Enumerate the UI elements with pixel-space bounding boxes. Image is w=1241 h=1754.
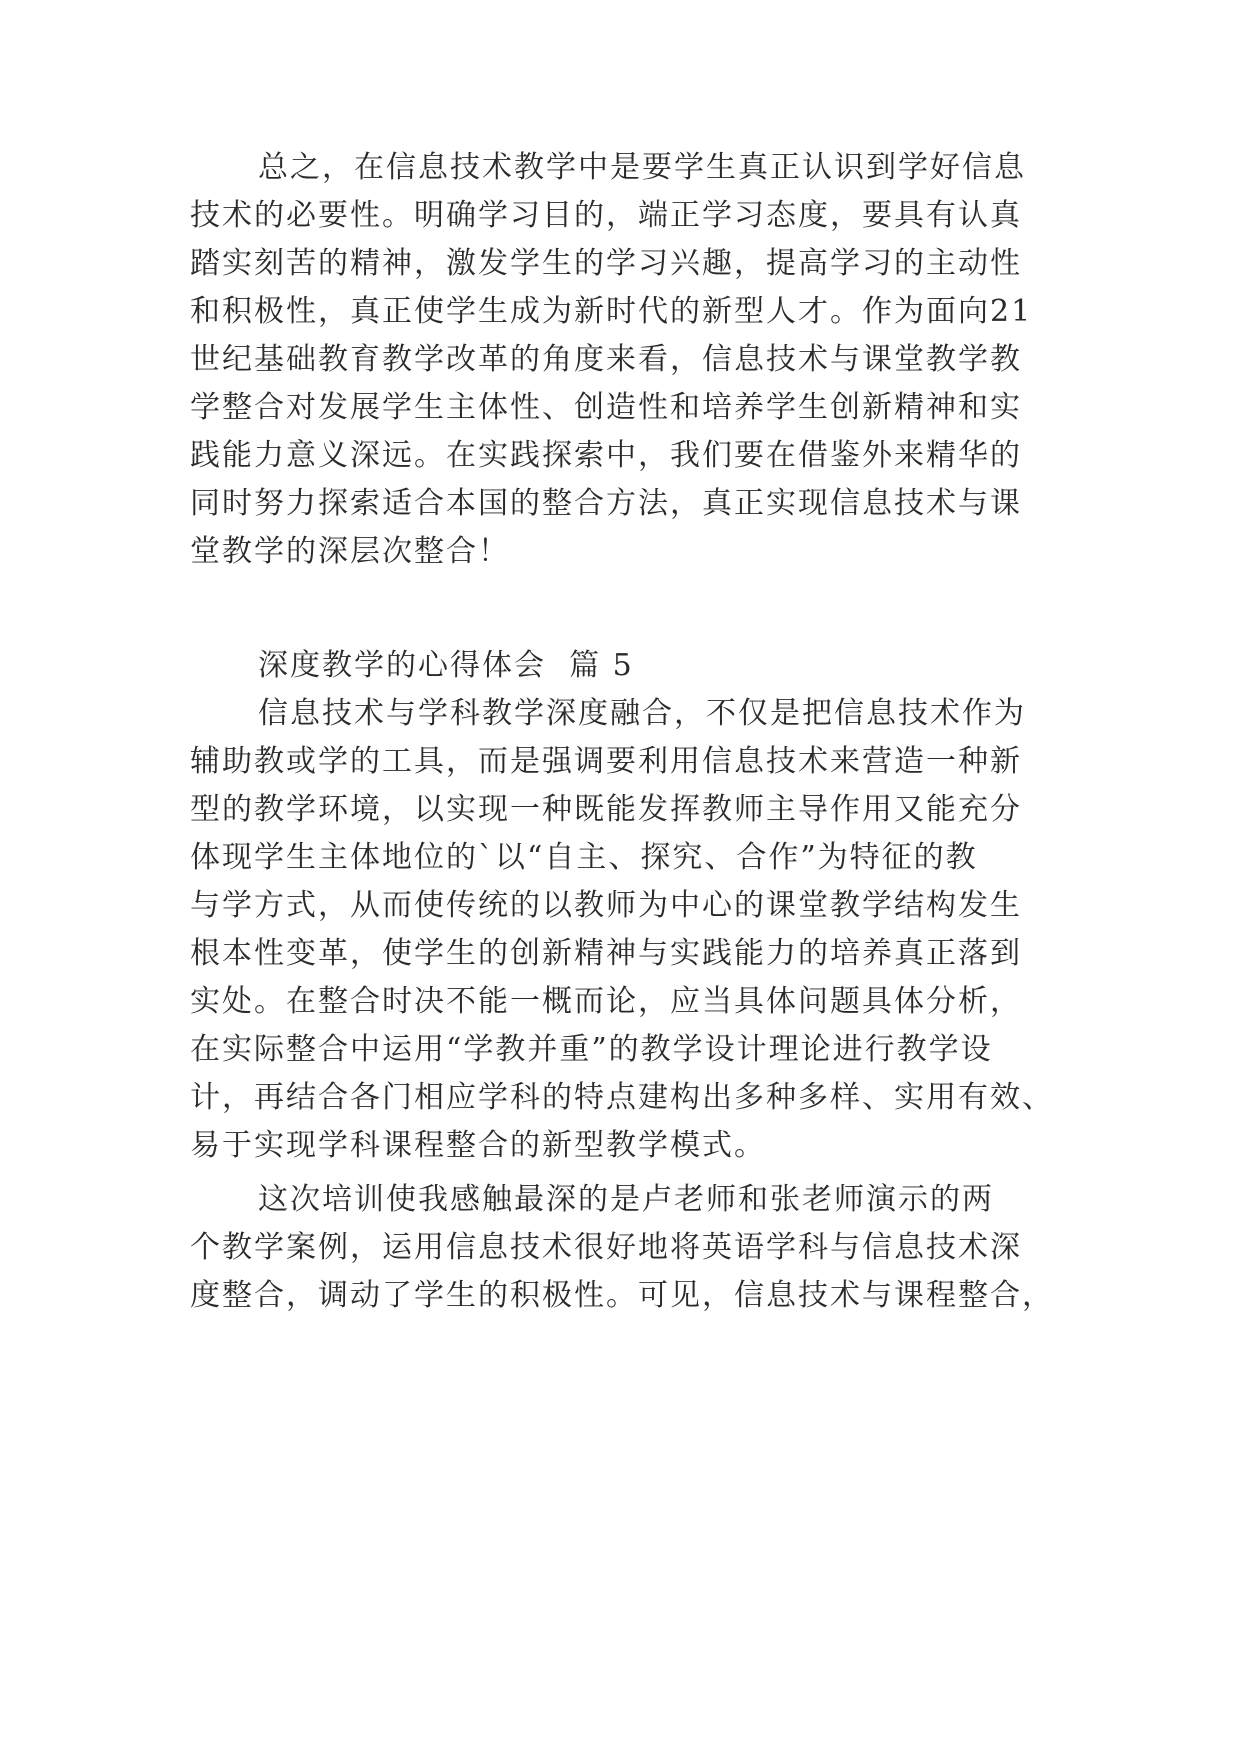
paragraph-line: 这次培训使我感触最深的是卢老师和张老师演示的两 (258, 1182, 994, 1217)
paragraph-line: 根本性变革，使学生的创新精神与实践能力的培养真正落到 (190, 936, 1022, 971)
section-heading: 深度教学的心得体会 篇 5 (258, 648, 634, 683)
paragraph-line: 与学方式，从而使传统的以教师为中心的课堂教学结构发生 (190, 888, 1022, 923)
paragraph-line: 易于实现学科课程整合的新型教学模式。 (190, 1128, 766, 1163)
paragraph-line: 在实际整合中运用“学教并重”的教学设计理论进行教学设 (190, 1032, 993, 1067)
paragraph-line: 型的教学环境，以实现一种既能发挥教师主导作用又能充分 (190, 792, 1022, 827)
paragraph-line: 总之，在信息技术教学中是要学生真正认识到学好信息 (258, 150, 1026, 185)
paragraph-line: 践能力意义深远。在实践探索中，我们要在借鉴外来精华的 (190, 438, 1022, 473)
paragraph-line: 信息技术与学科教学深度融合，不仅是把信息技术作为 (258, 696, 1026, 731)
paragraph-line: 堂教学的深层次整合！ (190, 534, 510, 569)
paragraph-line: 辅助教或学的工具，而是强调要利用信息技术来营造一种新 (190, 744, 1022, 779)
paragraph-line: 和积极性，真正使学生成为新时代的新型人才。作为面向21 (190, 294, 1033, 329)
paragraph-line: 个教学案例，运用信息技术很好地将英语学科与信息技术深 (190, 1230, 1022, 1265)
paragraph-line: 度整合，调动了学生的积极性。可见，信息技术与课程整合， (190, 1278, 1054, 1313)
paragraph-line: 体现学生主体地位的`以“自主、探究、合作”为特征的教 (190, 840, 978, 875)
paragraph-line: 同时努力探索适合本国的整合方法，真正实现信息技术与课 (190, 486, 1022, 521)
paragraph-line: 计，再结合各门相应学科的特点建构出多种多样、实用有效、 (190, 1080, 1054, 1115)
paragraph-line: 技术的必要性。明确学习目的，端正学习态度，要具有认真 (190, 198, 1022, 233)
paragraph-line: 学整合对发展学生主体性、创造性和培养学生创新精神和实 (190, 390, 1022, 425)
paragraph-line: 踏实刻苦的精神，激发学生的学习兴趣，提高学习的主动性 (190, 246, 1022, 281)
paragraph-line: 世纪基础教育教学改革的角度来看，信息技术与课堂教学教 (190, 342, 1022, 377)
paragraph-line: 实处。在整合时决不能一概而论，应当具体问题具体分析， (190, 984, 1022, 1019)
